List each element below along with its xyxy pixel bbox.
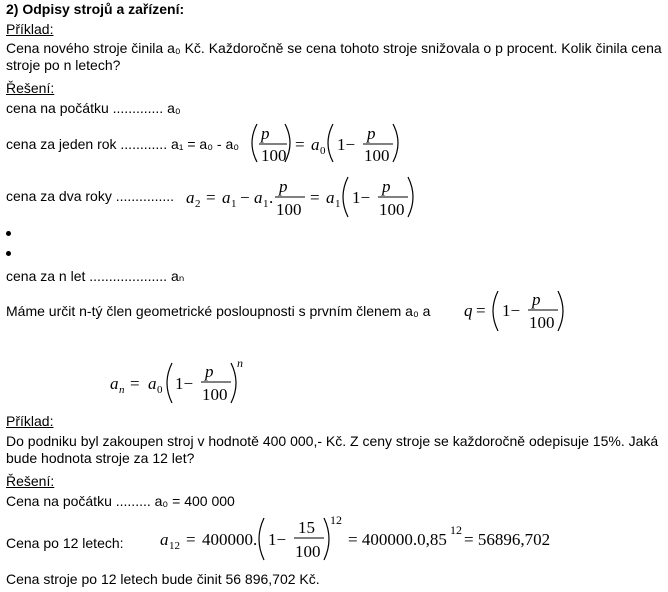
fraction-denominator: 100 bbox=[202, 385, 228, 404]
fraction-numerator: p bbox=[382, 177, 391, 196]
example-1-text: Cena nového stroje činila a₀ Kč. Každoročně se cena tohoto stroje snižovala o p procent. Kolik činila cena stroje po n letech? bbox=[6, 40, 662, 73]
example-2-text: Do podniku byl zakoupen stroj v hodnotě 400 000,- Kč. Z ceny stroje se každoročně odepisuje 15%. Jaká bude hodnota stroje za 12 let? bbox=[6, 433, 659, 466]
exponent-12: 12 bbox=[450, 523, 462, 537]
formula-general-term bbox=[108, 355, 258, 410]
fraction-denominator: 100 bbox=[529, 313, 555, 332]
solution-1-year2-text: cena za dva roky ............... bbox=[6, 188, 175, 204]
svg-text:2: 2 bbox=[195, 198, 201, 210]
bullet-point bbox=[6, 231, 11, 236]
solution-1-start-line: cena na počátku ............. a₀ bbox=[6, 100, 181, 116]
solution-2-start-line: Cena na počátku ......... a₀ = 400 000 bbox=[6, 493, 235, 509]
example-1-label: Příklad: bbox=[6, 21, 54, 37]
svg-text:a: a bbox=[148, 374, 157, 393]
svg-text:a: a bbox=[254, 188, 263, 207]
formula-year2 bbox=[184, 173, 424, 223]
example-2-label: Příklad: bbox=[6, 413, 54, 429]
svg-text:=: = bbox=[295, 135, 305, 154]
svg-text:a: a bbox=[160, 530, 169, 549]
fraction-numerator: p bbox=[205, 362, 214, 381]
svg-text:a: a bbox=[222, 188, 231, 207]
svg-text:=: = bbox=[206, 188, 216, 207]
fraction-denominator: 100 bbox=[276, 200, 302, 219]
fraction-denominator: 100 bbox=[364, 146, 390, 165]
result-value: = 56896,702 bbox=[464, 530, 551, 549]
fraction-denominator: 100 bbox=[379, 200, 405, 219]
svg-text:−: − bbox=[240, 188, 250, 207]
svg-text:=: = bbox=[186, 530, 196, 549]
fraction-denominator: 100 bbox=[261, 146, 287, 165]
section-heading: 2) Odpisy strojů a zařízení: bbox=[6, 1, 185, 17]
formula-year1 bbox=[243, 118, 413, 168]
svg-text:1: 1 bbox=[263, 198, 269, 210]
svg-text:=: = bbox=[130, 374, 140, 393]
exponent-12: 12 bbox=[330, 513, 342, 527]
fraction-numerator: p bbox=[532, 290, 541, 309]
svg-text:1−: 1− bbox=[337, 135, 356, 154]
solution-2-12-years-label: Cena po 12 letech: bbox=[6, 535, 124, 551]
svg-text:.: . bbox=[269, 188, 274, 207]
svg-text:=: = bbox=[476, 301, 486, 320]
solution-1-n-years-line: cena za n let .................... aₙ bbox=[6, 268, 185, 284]
svg-text:1−: 1− bbox=[352, 188, 371, 207]
fraction-numerator: p bbox=[261, 124, 270, 143]
svg-text:a: a bbox=[110, 374, 119, 393]
exponent-n: n bbox=[237, 356, 243, 370]
svg-text:a: a bbox=[311, 135, 320, 154]
base-value: 400000. bbox=[202, 530, 258, 549]
svg-text:q: q bbox=[464, 301, 473, 320]
fraction-numerator: 15 bbox=[298, 518, 315, 537]
svg-text:1: 1 bbox=[231, 198, 237, 210]
svg-text:1−: 1− bbox=[175, 374, 194, 393]
svg-text:12: 12 bbox=[169, 540, 180, 552]
formula-12-years bbox=[158, 512, 578, 567]
svg-text:0: 0 bbox=[157, 384, 163, 396]
svg-text:a: a bbox=[186, 188, 195, 207]
solution-1-goal-line: Máme určit n-tý člen geometrické posloupnosti s prvním členem a₀ a bbox=[6, 303, 431, 319]
svg-text:1−: 1− bbox=[268, 530, 287, 549]
fraction-numerator: p bbox=[279, 177, 288, 196]
svg-text:=: = bbox=[310, 188, 320, 207]
solution-1-label: Řešení: bbox=[6, 80, 55, 96]
formula-quotient bbox=[462, 287, 572, 337]
solution-2-label: Řešení: bbox=[6, 473, 55, 489]
solution-1-year1-text: cena za jeden rok ............ a₁ = a₀ - a₀ bbox=[6, 136, 240, 152]
fraction-denominator: 100 bbox=[295, 542, 321, 561]
svg-text:n: n bbox=[119, 384, 125, 396]
svg-text:1: 1 bbox=[335, 198, 341, 210]
svg-text:1−: 1− bbox=[502, 301, 521, 320]
solution-2-conclusion: Cena stroje po 12 letech bude činit 56 896,702 Kč. bbox=[6, 571, 320, 587]
svg-text:0: 0 bbox=[320, 145, 326, 157]
fraction-numerator: p bbox=[367, 124, 376, 143]
svg-text:a: a bbox=[326, 188, 335, 207]
result-tail: = 400000.0,85 bbox=[348, 530, 447, 549]
bullet-point bbox=[6, 251, 11, 256]
